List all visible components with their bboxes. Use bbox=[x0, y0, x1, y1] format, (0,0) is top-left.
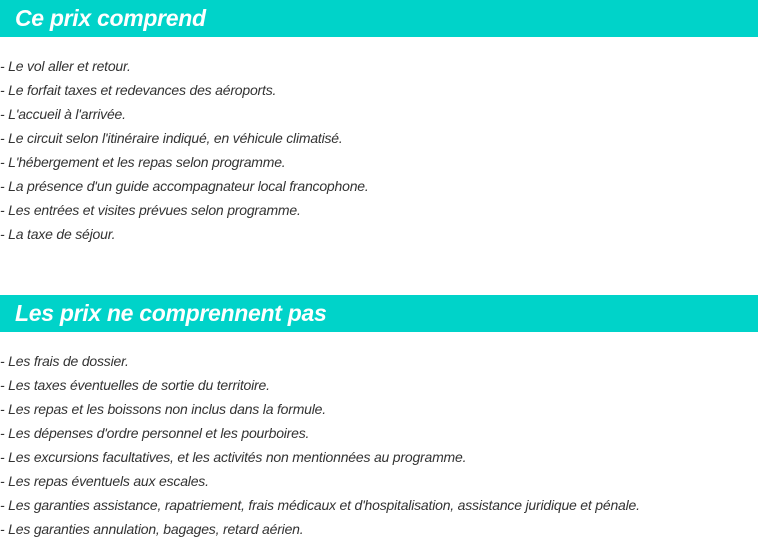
list-item: - Les garanties assistance, rapatriement, frais médicaux et d'hospitalisation, assistance juridique et pénale. bbox=[0, 497, 640, 513]
list-item: - Les dépenses d'ordre personnel et les pourboires. bbox=[0, 425, 310, 441]
list-item: - Le circuit selon l'itinéraire indiqué, en véhicule climatisé. bbox=[0, 130, 343, 146]
included-section-header bbox=[0, 0, 758, 37]
list-item: - Les taxes éventuelles de sortie du territoire. bbox=[0, 377, 270, 393]
included-section-title: Ce prix comprend bbox=[15, 5, 206, 31]
list-item: - Les excursions facultatives, et les activités non mentionnées au programme. bbox=[0, 449, 467, 465]
list-item: - Les repas et les boissons non inclus dans la formule. bbox=[0, 401, 326, 417]
list-item: - Les entrées et visites prévues selon programme. bbox=[0, 202, 301, 218]
excluded-section-header bbox=[0, 295, 758, 332]
included-items-list bbox=[0, 54, 369, 246]
excluded-section-title: Les prix ne comprennent pas bbox=[15, 300, 327, 326]
list-item: - Le forfait taxes et redevances des aéroports. bbox=[0, 82, 277, 98]
list-item: - Le vol aller et retour. bbox=[0, 58, 131, 74]
list-item: - Les repas éventuels aux escales. bbox=[0, 473, 209, 489]
excluded-items-list bbox=[0, 349, 640, 541]
list-item: - La taxe de séjour. bbox=[0, 226, 116, 242]
list-item: - L'hébergement et les repas selon programme. bbox=[0, 154, 286, 170]
list-item: - La présence d'un guide accompagnateur local francophone. bbox=[0, 178, 369, 194]
list-item: - Les garanties annulation, bagages, retard aérien. bbox=[0, 521, 304, 537]
list-item: - Les frais de dossier. bbox=[0, 353, 129, 369]
list-item: - L'accueil à l'arrivée. bbox=[0, 106, 126, 122]
